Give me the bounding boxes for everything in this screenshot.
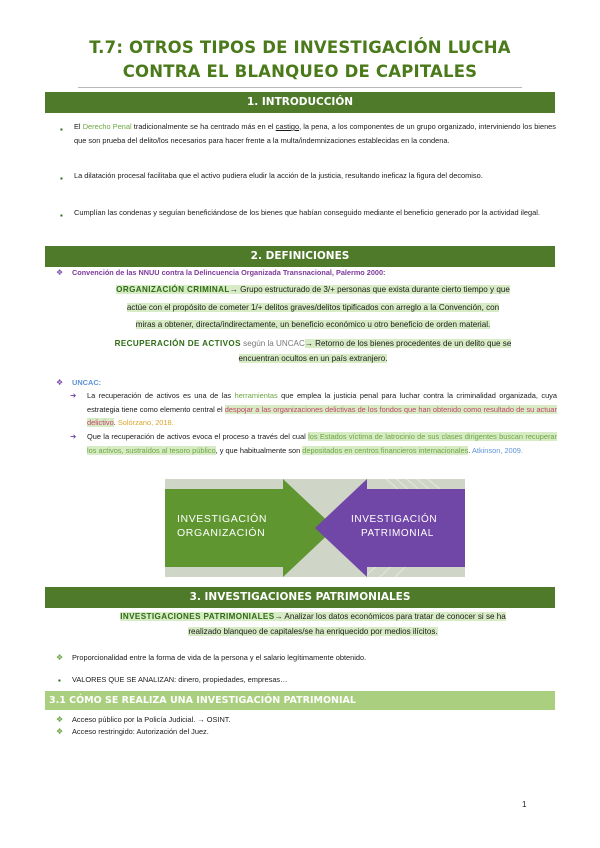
document-title-line-2: CONTRA EL BLANQUEO DE CAPITALES xyxy=(122,62,478,81)
intro-paragraph-3: Cumplían las condenas y seguían beneficiándose de los bienes que habían conseguido mediante el beneficio generado por la actividad ilegal. xyxy=(74,208,540,217)
diamond-bullet-icon: ❖ xyxy=(56,378,64,387)
bullet-icon: ▪ xyxy=(60,125,63,134)
subsection-header-how: 3.1 CÓMO SE REALIZA UNA INVESTIGACIÓN PATRIMONIAL xyxy=(45,691,555,710)
diamond-bullet-icon: ❖ xyxy=(56,727,64,736)
public-access-point: Acceso público por la Policía Judicial. → OSINT. xyxy=(72,715,231,724)
diamond-bullet-icon: ❖ xyxy=(56,653,64,662)
bullet-icon: ▪ xyxy=(60,211,63,220)
arrow-bullet-icon: ➔ xyxy=(70,432,77,441)
convention-heading: Convención de las NNUU contra la Delincuencia Organizada Transnacional, Palermo 2000: xyxy=(72,268,386,277)
investigation-diagram xyxy=(165,479,465,577)
uncac-heading: UNCAC: xyxy=(72,378,102,387)
arrow-bullet-icon: ➔ xyxy=(70,391,77,400)
bullet-icon: ▪ xyxy=(58,676,61,685)
title-divider xyxy=(78,87,522,88)
diamond-bullet-icon: ❖ xyxy=(56,268,64,277)
diamond-bullet-icon: ❖ xyxy=(56,715,64,724)
restricted-access-point: Acceso restringido: Autorización del Juez. xyxy=(72,727,209,736)
section-header-investigations: 3. INVESTIGACIONES PATRIMONIALES xyxy=(45,587,555,608)
uncac-point-2: Que la recuperación de activos evoca el proceso a través del cual los Estados víctima de latrocinio de sus clases dirigentes buscan recuperar los activos, sustraídos al tesoro público, y que habitualmente son depositados en centros financieros internacionales. Atkinson, 2009. xyxy=(87,432,557,455)
diagram-right-line-2: PATRIMONIAL xyxy=(361,528,434,539)
intro-paragraph-2: La dilatación procesal facilitaba que el activo pudiera eludir la acción de la justicia, resultando ineficaz la figura del decomiso. xyxy=(74,171,483,180)
section-header-introduction: 1. INTRODUCCIÓN xyxy=(45,92,555,113)
diagram-left-line-2: ORGANIZACIÓN xyxy=(177,527,266,539)
section-header-definitions: 2. DEFINICIONES xyxy=(45,246,555,267)
diagram-left-line-1: INVESTIGACIÓN xyxy=(177,513,268,525)
uncac-point-1: La recuperación de activos es una de las herramientas que emplea la justicia penal para luchar contra la criminalidad organizada, cuya estrategia tiene como elemento central el despojar a las organizaciones delictivas de los fondos que han obtenido como resultado de su actuar delictivo. Solórzano, 2018. xyxy=(87,391,557,427)
diagram-right-line-1: INVESTIGACIÓN xyxy=(351,514,438,525)
diagram-graphic xyxy=(165,479,465,577)
patrimonial-investigation-definition: INVESTIGACIONES PATRIMONIALES→ Analizar los datos económicos para tratar de conocer si se ha realizado blanqueo de capitales/se ha enriquecido por medios ilícitos. xyxy=(120,612,506,636)
document-title-line-1: T.7: OTROS TIPOS DE INVESTIGACIÓN LUCHA xyxy=(89,38,511,57)
intro-paragraph-1: El Derecho Penal tradicionalmente se ha centrado más en el castigo, la pena, a los componentes de un grupo organizado, interviniendo los bienes que son prueba del delito/los necesarios para hacer frente a la multa/indemnizaciones establecidas en la condena. xyxy=(74,122,556,145)
organized-crime-definition: ORGANIZACIÓN CRIMINAL→ Grupo estructurado de 3/+ personas que exista durante cierto tiempo y que actúe con el propósito de cometer 1/+ delitos graves/delitos tipificados con arreglo a la Convención, con miras a obtener, directa/indirectamente, un beneficio económico u otro beneficio de orden material. xyxy=(116,285,510,329)
analyzed-values-point: VALORES QUE SE ANALIZAN: dinero, propiedades, empresas… xyxy=(72,675,288,684)
page-number: 1 xyxy=(522,800,527,809)
asset-recovery-definition: RECUPERACIÓN DE ACTIVOS según la UNCAC→ Retorno de los bienes procedentes de un delito que se encuentran ocultos en un país extranjero. xyxy=(114,339,512,363)
proportionality-point: Proporcionalidad entre la forma de vida de la persona y el salario legítimamente obtenido. xyxy=(72,653,367,662)
bullet-icon: ▪ xyxy=(60,174,63,183)
